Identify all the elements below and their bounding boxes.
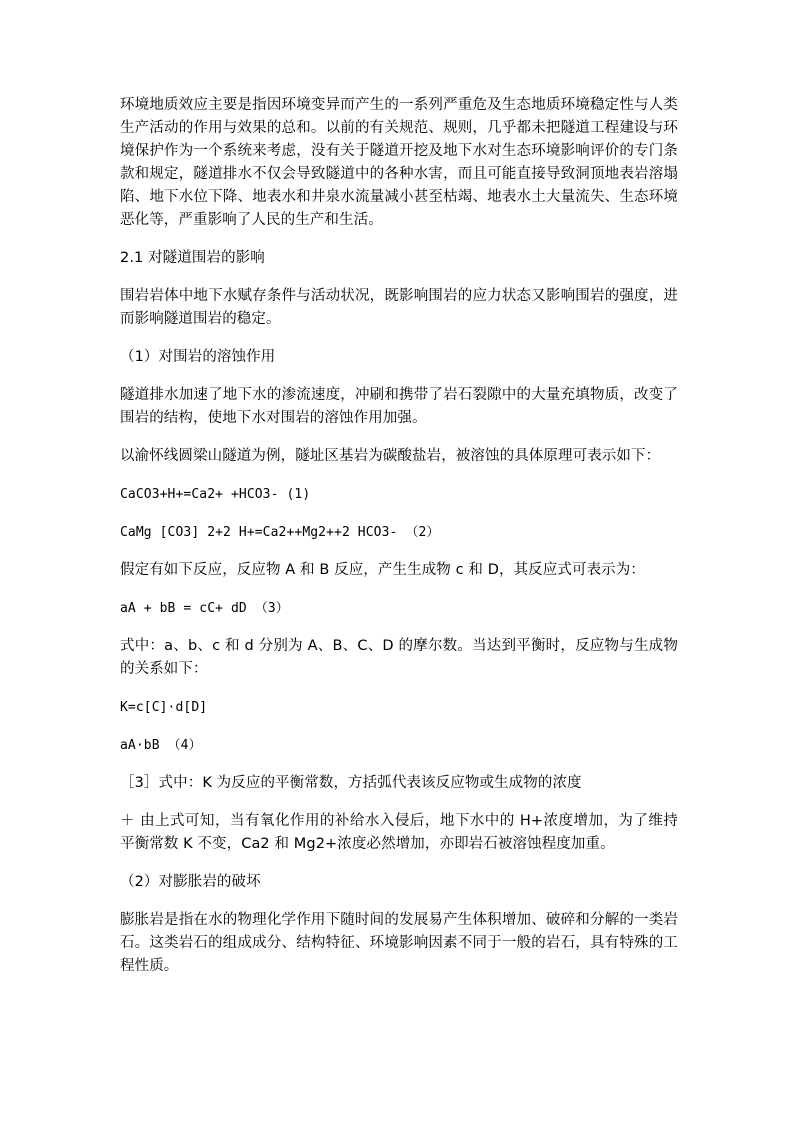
equation-4-denominator: aA·bB （4） — [120, 738, 202, 753]
document-body — [120, 94, 678, 978]
paragraph-mole: 式中：a、b、c 和 d 分别为 A、B、C、D 的摩尔数。当达到平衡时，反应物与生成物的关系如下： — [120, 638, 678, 677]
paragraph-expansive-rock: 膨胀岩是指在水的物理化学作用下随时间的发展易产生体积增加、破碎和分解的一类岩石。这类岩石的组成成分、结构特征、环境影响因素不同于一般的岩石，具有特殊的工程性质。 — [120, 912, 678, 974]
equation-1: CaCO3+H+=Ca2+ +HCO3- (1) — [120, 487, 311, 502]
paragraph-example: 以渝怀线圆梁山隧道为例，隧址区基岩为碳酸盐岩，被溶蚀的具体原理可表示如下： — [120, 448, 661, 464]
paragraph-drainage: 隧道排水加速了地下水的渗流速度，冲刷和携带了岩石裂隙中的大量充填物质，改变了围岩的结构，使地下水对围岩的溶蚀作用加强。 — [120, 387, 678, 426]
subheading-expansive-rock: （2）对膨胀岩的破坏 — [120, 874, 261, 890]
paragraph-oxidation: ＋ 由上式可知，当有氧化作用的补给水入侵后，地下水中的 H+浓度增加，为了维持平衡常数 K 不变，Ca2 和 Mg2+浓度必然增加，亦即岩石被溶蚀程度加重。 — [120, 813, 678, 852]
subheading-dissolution: （1）对围岩的溶蚀作用 — [120, 349, 276, 365]
paragraph-equilibrium: ［3］式中：K 为反应的平衡常数，方括弧代表该反应物或生成物的浓度 — [120, 775, 582, 791]
section-heading: 2.1 对隧道围岩的影响 — [120, 250, 265, 266]
equation-3: aA + bB = cC+ dD （3） — [120, 601, 289, 616]
intro-paragraph: 环境地质效应主要是指因环境变异而产生的一系列严重危及生态地质环境稳定性与人类生产活动的作用与效果的总和。以前的有关规范、规则，几乎都未把隧道工程建设与环境保护作为一个系统来考虑，没有关于隧道开挖及地下水对生态环境影响评价的专门条款和规定，隧道排水不仅会导致隧道中的各种水害，而且可能直接导致洞顶地表岩溶塌陷、地下水位下降、地表水和井泉水流量减小甚至枯竭、地表水土大量流失、生态环境恶化等，严重影响了人民的生产和生活。 — [120, 97, 678, 228]
equation-2: CaMg [CO3] 2+2 H+=Ca2++Mg2++2 HCO3- （2） — [120, 525, 440, 540]
equation-4-numerator: K=c[C]·d[D] — [120, 700, 208, 715]
paragraph-surrounding-rock: 围岩岩体中地下水赋存条件与活动状况，既影响围岩的应力状态又影响围岩的强度，进而影响隧道围岩的稳定。 — [120, 288, 678, 327]
paragraph-reaction: 假定有如下反应，反应物 A 和 B 反应，产生生成物 c 和 D，其反应式可表示为： — [120, 562, 645, 578]
